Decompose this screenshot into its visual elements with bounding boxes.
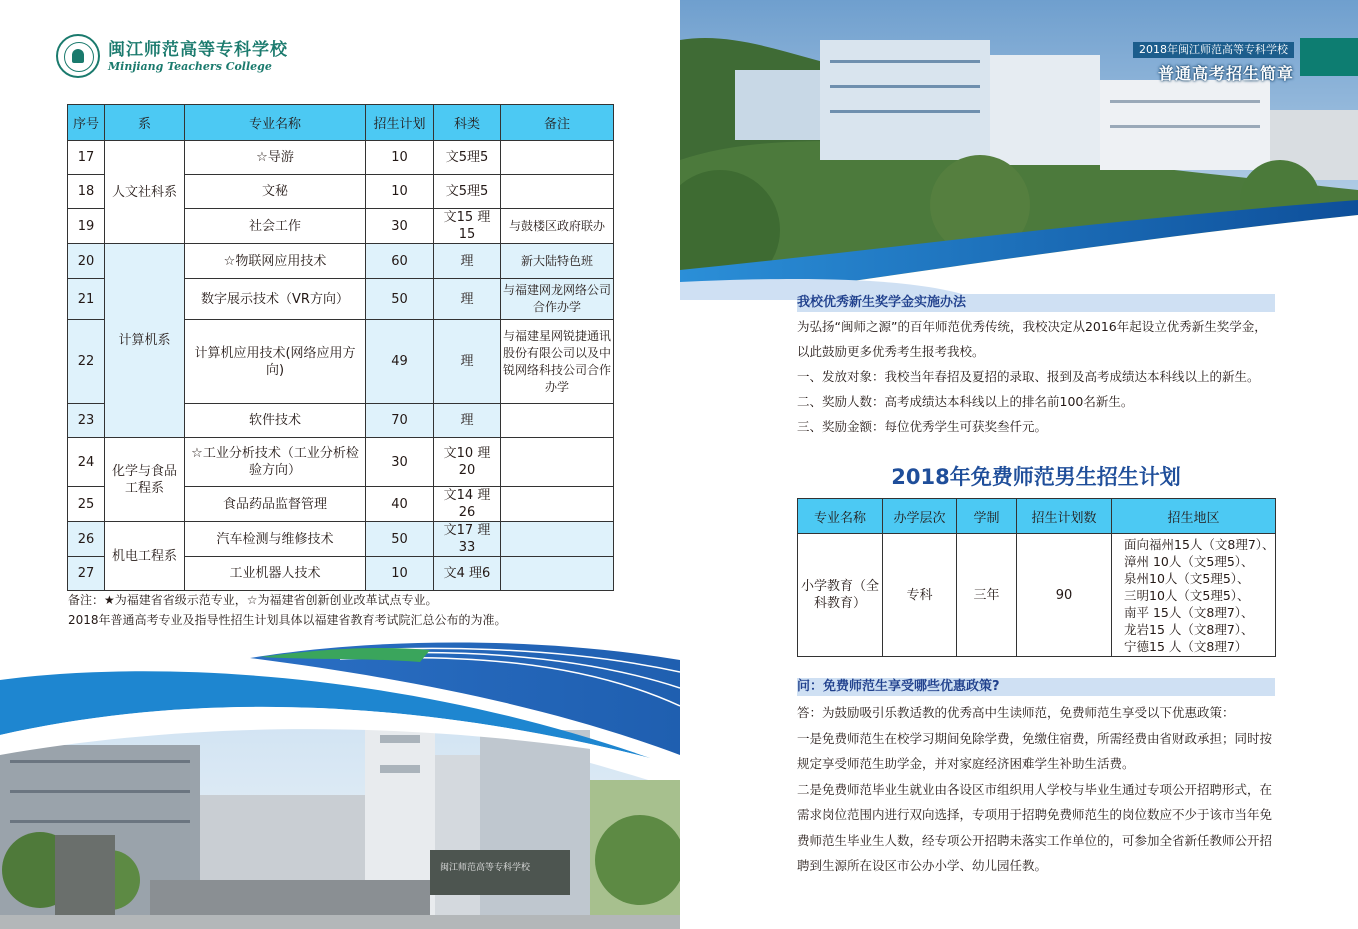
note-cell: [501, 487, 614, 522]
logo-english-name: Minjiang Teachers College: [108, 59, 272, 73]
note-cell: 新大陆特色班: [501, 244, 614, 279]
note-cell: 与福建星网锐捷通讯股份有限公司以及中锐网络科技公司合作办学: [501, 320, 614, 404]
college-seal-icon: [56, 34, 100, 78]
category-cell: 文15 理15: [434, 209, 501, 244]
table-row: [68, 438, 614, 487]
years-cell: 三年: [957, 534, 1017, 657]
major-enrollment-table: [67, 104, 614, 591]
policy-point-2: 二是免费师范毕业生就业由各设区市组织用人学校与毕业生通过专项公开招聘形式，在需求岗位范围内进行双向选择，专项用于招聘免费师范生的岗位数应不少于该市当年免费师范生毕业生人数，经专项公开招聘未落实工作单位的，可参加全省新任教师公开招聘到生源所在设区市公办小学、幼儿园任教。: [797, 781, 1273, 873]
major-cell: 工业机器人技术: [185, 557, 366, 591]
major-cell: 计算机应用技术(网络应用方向): [185, 320, 366, 404]
department-cell: 化学与食品工程系: [105, 438, 185, 522]
note-cell: [501, 557, 614, 591]
plan-cell: 40: [366, 487, 434, 522]
major-cell: ☆工业分析技术（工业分析检验方向）: [185, 438, 366, 487]
policy-point-1: 一是免费师范生在校学习期间免除学费，免缴住宿费，所需经费由省财政承担；同时按规定享受师范生助学金，并对家庭经济困难学生补助生活费。: [797, 730, 1273, 771]
row-no: 26: [68, 522, 105, 557]
plan-cell: 50: [366, 522, 434, 557]
note-cell: [501, 404, 614, 438]
region-line: 龙岩15 人（文8理7）、: [1124, 621, 1254, 637]
table-row: [68, 141, 614, 175]
row-no: 22: [68, 320, 105, 404]
row-no: 23: [68, 404, 105, 438]
plan-cell: 60: [366, 244, 434, 279]
table-row: [798, 534, 1276, 657]
row-no: 19: [68, 209, 105, 244]
note-cell: [501, 438, 614, 487]
scholarship-item-1: 一、发放对象：我校当年春招及夏招的录取、报到及高考成绩达本科线以上的新生。: [797, 369, 1260, 384]
plan-cell: 10: [366, 175, 434, 209]
header-department: 系: [105, 105, 185, 141]
plan-cell: 49: [366, 320, 434, 404]
free-normal-student-table: [797, 498, 1276, 657]
note-cell: [501, 522, 614, 557]
header-level: 办学层次: [883, 499, 957, 534]
logo-chinese-name: 闽江师范高等专科学校: [108, 39, 288, 60]
header-years: 学制: [957, 499, 1017, 534]
region-line: 泉州10人（文5理5）、: [1124, 570, 1250, 586]
gate-sign-text: 闽江师范高等专科学校: [440, 863, 531, 873]
plan-cell: 70: [366, 404, 434, 438]
policy-answer: 答：为鼓励吸引乐教适教的优秀高中生读师范，免费师范生享受以下优惠政策：: [797, 705, 1235, 720]
category-cell: 文5理5: [434, 175, 501, 209]
category-cell: 文14 理26: [434, 487, 501, 522]
category-cell: 文10 理20: [434, 438, 501, 487]
banner-subtitle: 2018年闽江师范高等专科学校: [1133, 42, 1294, 58]
category-cell: 理: [434, 244, 501, 279]
policy-heading: 问：免费师范生享受哪些优惠政策?: [797, 678, 1275, 696]
table-row: [68, 244, 614, 279]
region-line: 南平 15人（文8理7）、: [1124, 604, 1254, 620]
header-major: 专业名称: [798, 499, 883, 534]
row-no: 18: [68, 175, 105, 209]
region-line: 漳州 10人（文5理5）、: [1124, 553, 1254, 569]
note-cell: 与福建网龙网络公司合作办学: [501, 279, 614, 320]
header-no: 序号: [68, 105, 105, 141]
major-cell: 小学教育（全科教育）: [798, 534, 883, 657]
college-logo: [56, 34, 288, 78]
header-plan: 招生计划数: [1017, 499, 1112, 534]
major-cell: 文秘: [185, 175, 366, 209]
table-header-row: [68, 105, 614, 141]
note-cell: [501, 141, 614, 175]
major-cell: 社会工作: [185, 209, 366, 244]
major-cell: 数字展示技术（VR方向）: [185, 279, 366, 320]
major-cell: 软件技术: [185, 404, 366, 438]
note-cell: [501, 175, 614, 209]
banner-accent: [1300, 38, 1358, 76]
brochure-banner: [1133, 38, 1294, 84]
plan-cell: 30: [366, 438, 434, 487]
table-header-row: [798, 499, 1276, 534]
scholarship-item-2: 二、奖励人数：高考成绩达本科线以上的排名前100名新生。: [797, 394, 1134, 409]
note-cell: 与鼓楼区政府联办: [501, 209, 614, 244]
department-cell: 计算机系: [105, 244, 185, 438]
department-cell: 机电工程系: [105, 522, 185, 591]
category-cell: 理: [434, 404, 501, 438]
major-cell: 食品药品监督管理: [185, 487, 366, 522]
plan-cell: 50: [366, 279, 434, 320]
category-cell: 理: [434, 279, 501, 320]
row-no: 17: [68, 141, 105, 175]
right-page: [680, 0, 1358, 929]
table-row: [68, 522, 614, 557]
row-no: 24: [68, 438, 105, 487]
row-no: 27: [68, 557, 105, 591]
category-cell: 文17 理33: [434, 522, 501, 557]
row-no: 21: [68, 279, 105, 320]
header-major: 专业名称: [185, 105, 366, 141]
scholarship-body: [797, 314, 1277, 439]
footnote-disclaimer: 2018年普通高考专业及指导性招生计划具体以福建省教育考试院汇总公布的为准。: [68, 613, 507, 627]
policy-body: [797, 700, 1277, 879]
regions-cell: [1112, 534, 1276, 657]
major-cell: ☆导游: [185, 141, 366, 175]
campus-gate-photo: [0, 640, 680, 929]
region-line: 三明10人（文5理5）、: [1124, 587, 1250, 603]
header-note: 备注: [501, 105, 614, 141]
banner-title: 普通高考招生简章: [1157, 64, 1294, 83]
plan-cell: 30: [366, 209, 434, 244]
header-regions: 招生地区: [1112, 499, 1276, 534]
category-cell: 理: [434, 320, 501, 404]
plan-cell: 10: [366, 141, 434, 175]
scholarship-item-3: 三、奖励金额：每位优秀学生可获奖叁仟元。: [797, 419, 1048, 434]
header-category: 科类: [434, 105, 501, 141]
plan-cell: 90: [1017, 534, 1112, 657]
row-no: 25: [68, 487, 105, 522]
level-cell: 专科: [883, 534, 957, 657]
plan-cell: 10: [366, 557, 434, 591]
major-cell: 汽车检测与维修技术: [185, 522, 366, 557]
header-plan: 招生计划: [366, 105, 434, 141]
region-line: 面向福州15人（文8理7）、: [1124, 536, 1275, 552]
free-plan-title: 2018年免费师范男生招生计划: [891, 465, 1181, 489]
row-no: 20: [68, 244, 105, 279]
category-cell: 文5理5: [434, 141, 501, 175]
region-line: 宁德15 人（文8理7）: [1124, 638, 1248, 654]
footnote-legend: 备注：★为福建省省级示范专业，☆为福建省创新创业改革试点专业。: [68, 593, 438, 607]
department-cell: 人文社科系: [105, 141, 185, 244]
scholarship-heading: 我校优秀新生奖学金实施办法: [797, 294, 1275, 312]
scholarship-intro: 为弘扬“闽师之源”的百年师范优秀传统，我校决定从2016年起设立优秀新生奖学金，以此鼓励更多优秀考生报考我校。: [797, 319, 1267, 359]
major-cell: ☆物联网应用技术: [185, 244, 366, 279]
category-cell: 文4 理6: [434, 557, 501, 591]
